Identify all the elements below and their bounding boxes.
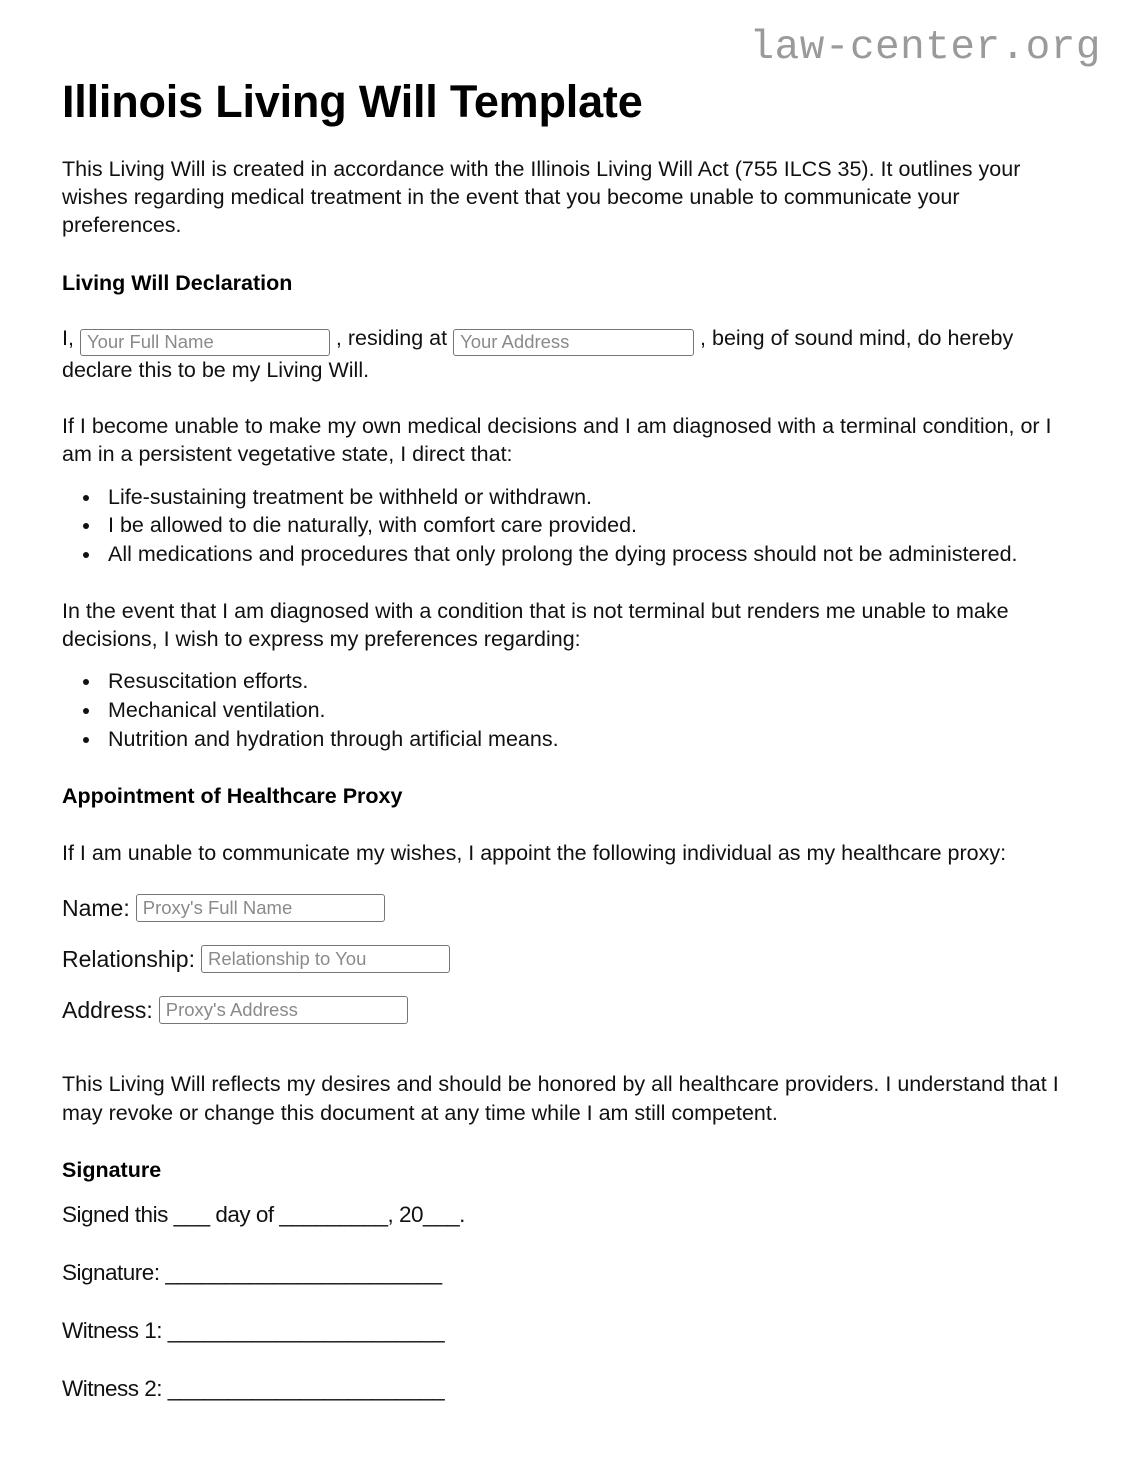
- witness-1-line: Witness 1: _______________________: [62, 1318, 445, 1344]
- preferences-list: [62, 653, 1071, 753]
- proxy-name-row: [62, 889, 1071, 927]
- list-item: • Life-sustaining treatment be withheld or withdrawn.: [102, 483, 1071, 512]
- proxy-relationship-row: [62, 940, 1071, 978]
- section-heading-proxy: Appointment of Healthcare Proxy: [62, 784, 403, 809]
- proxy-relationship-input[interactable]: [201, 945, 450, 973]
- declaration-lead-text: I,: [62, 325, 74, 350]
- terminal-directives-list: [62, 469, 1071, 569]
- closing-paragraph: This Living Will reflects my desires and should be honored by all healthcare providers. I understand that I may revoke or change this document at any time while I am still competent.: [62, 1072, 1059, 1125]
- list-item: • Nutrition and hydration through artificial means.: [102, 725, 1071, 754]
- signature-block: [62, 1185, 1071, 1404]
- list-item: • Mechanical ventilation.: [102, 696, 1071, 725]
- proxy-name-label: Name:: [62, 894, 130, 921]
- proxy-address-input[interactable]: [159, 996, 408, 1024]
- witness-2-line: Witness 2: _______________________: [62, 1376, 445, 1402]
- list-item: • I be allowed to die naturally, with comfort care provided.: [102, 511, 1071, 540]
- nonterminal-condition-paragraph: In the event that I am diagnosed with a condition that is not terminal but renders me unable to make decisions, I wish to express my preferences regarding:: [62, 598, 1009, 651]
- site-watermark: law-center.org: [749, 25, 1101, 71]
- list-item: • Resuscitation efforts.: [102, 667, 1071, 696]
- declaration-statement: [62, 298, 1071, 384]
- signed-date-line: Signed this ___ day of _________, 20___.: [62, 1202, 465, 1228]
- declaration-tail-text: , being of sound mind, do hereby declare this to be my Living Will.: [62, 325, 1014, 382]
- intro-paragraph: This Living Will is created in accordance with the Illinois Living Will Act (755 ILCS 35). It outlines your wishes regarding medical treatment in the event that you become unable to communicate your preferences.: [62, 156, 1021, 238]
- proxy-name-input[interactable]: [136, 894, 385, 922]
- list-item: • All medications and procedures that only prolong the dying process should not be administered.: [102, 540, 1071, 569]
- proxy-address-row: [62, 991, 1071, 1029]
- proxy-fields-group: [62, 867, 1071, 1029]
- address-input[interactable]: [453, 329, 694, 356]
- full-name-input[interactable]: [80, 329, 330, 356]
- declaration-residing-text: , residing at: [335, 325, 448, 350]
- section-heading-signature: Signature: [62, 1158, 162, 1183]
- terminal-condition-paragraph: If I become unable to make my own medical decisions and I am diagnosed with a terminal condition, or I am in a persistent vegetative state, I direct that:: [62, 414, 1052, 467]
- proxy-address-label: Address:: [62, 996, 153, 1023]
- section-heading-declaration: Living Will Declaration: [62, 270, 293, 295]
- signature-line: Signature: _______________________: [62, 1260, 442, 1286]
- proxy-intro-paragraph: If I am unable to communicate my wishes, I appoint the following individual as my healthcare proxy:: [62, 841, 1007, 866]
- proxy-relationship-label: Relationship:: [62, 945, 195, 972]
- page-title: Illinois Living Will Template: [62, 76, 643, 127]
